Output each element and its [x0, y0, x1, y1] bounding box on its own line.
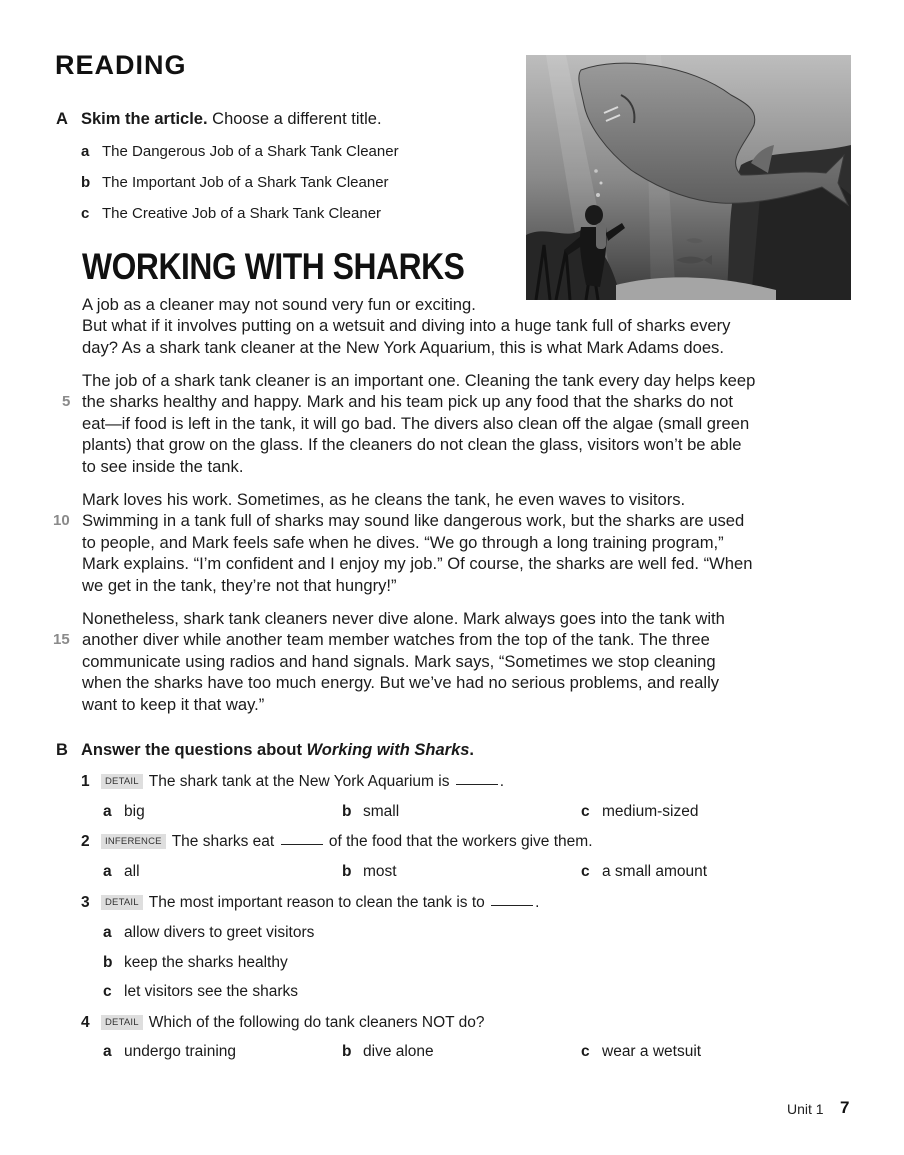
answer-1c — [581, 803, 698, 821]
exercise-b-instruction-end: . — [469, 741, 475, 759]
line-number: 10 — [53, 512, 70, 529]
answer-blank — [491, 905, 533, 906]
article-paragraph-3 — [82, 489, 812, 596]
question-text: The most important reason to clean the tank is to — [148, 894, 485, 911]
question-type-tag: INFERENCE — [101, 834, 166, 849]
article-line: to see inside the tank. — [82, 456, 244, 476]
question-text-end: . — [535, 894, 540, 911]
exercise-b-instruction-text: Answer the questions about — [81, 741, 307, 759]
line-number: 15 — [53, 631, 70, 648]
article-line: want to keep it that way.” — [82, 694, 265, 714]
exercise-a-instruction — [56, 110, 382, 129]
question-text-end: . — [499, 773, 505, 790]
article-paragraph-4 — [82, 608, 812, 715]
answer-text: a small amount — [602, 863, 708, 880]
article-line: Mark explains. “I’m confident and I enjoy my job.” Of course, the sharks are well fed. “When — [82, 554, 753, 574]
question-type-tag: DETAIL — [101, 1015, 143, 1030]
shark-diver-photo — [526, 55, 851, 300]
title-option-a — [81, 143, 399, 160]
question-text: The shark tank at the New York Aquarium is — [148, 773, 450, 790]
answer-text: wear a wetsuit — [602, 1043, 702, 1060]
answer-letter: b — [342, 803, 352, 820]
answer-4c — [581, 1043, 701, 1061]
question-type-tag: DETAIL — [101, 895, 143, 910]
answer-2a — [103, 863, 140, 881]
option-letter: c — [81, 205, 90, 222]
title-option-b — [81, 174, 389, 191]
page-number: 7 — [840, 1098, 850, 1117]
answer-letter: c — [581, 863, 590, 880]
exercise-a-letter: A — [56, 110, 68, 128]
answer-text: undergo training — [124, 1043, 237, 1060]
answer-letter: a — [103, 924, 112, 941]
article-line: to people, and Mark feels safe when he dives. “We go through a long training program,” — [82, 532, 724, 552]
option-letter: b — [81, 174, 91, 191]
question-1 — [81, 773, 504, 791]
answer-letter: c — [581, 1043, 590, 1060]
question-type-tag: DETAIL — [101, 774, 143, 789]
exercise-a-instruction-rest: Choose a different title. — [207, 110, 382, 128]
article-line: Nonetheless, shark tank cleaners never dive alone. Mark always goes into the tank with — [82, 609, 725, 628]
article-line: day? As a shark tank cleaner at the New York Aquarium, this is what Mark Adams does. — [82, 337, 724, 357]
answer-4a — [103, 1043, 236, 1061]
article-paragraph-1 — [82, 294, 812, 358]
answer-letter: a — [103, 1043, 112, 1060]
answer-text: allow divers to greet visitors — [124, 924, 315, 941]
answer-letter: b — [342, 863, 352, 880]
article-line: plants) that grow on the glass. If the cleaners do not clean the glass, visitors won’t be able — [82, 435, 742, 455]
answer-letter: a — [103, 863, 112, 880]
option-text: The Important Job of a Shark Tank Cleaner — [102, 174, 389, 191]
exercise-b-letter: B — [56, 741, 68, 759]
answer-text: all — [124, 863, 140, 880]
question-number: 1 — [81, 773, 90, 790]
exercise-a-instruction-bold: Skim the article. — [81, 110, 208, 128]
answer-text: medium-sized — [602, 803, 699, 820]
answer-text: big — [124, 803, 145, 820]
article-line: Mark loves his work. Sometimes, as he cleans the tank, he even waves to visitors. — [82, 490, 686, 509]
answer-1a — [103, 803, 145, 821]
answer-text: small — [363, 803, 400, 820]
question-number: 4 — [81, 1014, 90, 1031]
question-text: Which of the following do tank cleaners NOT do? — [148, 1014, 485, 1031]
answer-blank — [456, 784, 498, 785]
answer-letter: b — [103, 954, 113, 971]
article-line: eat—if food is left in the tank, it will go bad. The divers also clean off the algae (small green — [82, 413, 750, 433]
option-text: The Creative Job of a Shark Tank Cleaner — [102, 205, 382, 222]
footer-unit-label: Unit 1 — [787, 1101, 824, 1117]
exercise-b-instruction — [56, 741, 474, 760]
answer-letter: c — [581, 803, 590, 820]
article-line: A job as a cleaner may not sound very fun or exciting. — [82, 295, 476, 314]
line-number: 5 — [62, 393, 71, 410]
answer-text: let visitors see the sharks — [124, 983, 299, 1000]
option-letter: a — [81, 143, 90, 160]
answer-letter: c — [103, 983, 112, 1000]
question-text-end: of the food that the workers give them. — [328, 833, 593, 850]
article-line: we get in the tank, they’re not that hungry!” — [82, 575, 397, 595]
article-line: the sharks healthy and happy. Mark and his team pick up any food that the sharks do not — [82, 392, 733, 412]
question-number: 3 — [81, 894, 90, 911]
article-line: Swimming in a tank full of sharks may sound like dangerous work, but the sharks are used — [82, 511, 745, 531]
answer-3a — [103, 924, 314, 942]
question-text: The sharks eat — [171, 833, 275, 850]
answer-1b — [342, 803, 399, 821]
article-line: when the sharks have too much energy. But we’ve had no serious problems, and really — [82, 673, 720, 693]
section-title: READING — [55, 50, 187, 80]
article-line: communicate using radios and hand signals. Mark says, “Sometimes we stop cleaning — [82, 651, 716, 671]
answer-2c — [581, 863, 707, 881]
question-4 — [81, 1014, 485, 1032]
article-title: WORKING WITH SHARKS — [82, 246, 465, 287]
article-line: another diver while another team member watches from the top of the tank. The three — [82, 630, 710, 650]
question-number: 2 — [81, 833, 90, 850]
article-paragraph-2 — [82, 370, 812, 477]
exercise-b-article-title: Working with Sharks — [306, 741, 470, 759]
answer-text: keep the sharks healthy — [124, 954, 288, 971]
shark-photo-image — [526, 55, 851, 300]
title-option-c — [81, 205, 381, 222]
answer-3b — [103, 954, 288, 972]
answer-text: dive alone — [363, 1043, 434, 1060]
article-line: But what if it involves putting on a wetsuit and diving into a huge tank full of sharks every — [82, 316, 731, 336]
answer-blank — [281, 844, 323, 845]
article-line: The job of a shark tank cleaner is an important one. Cleaning the tank every day helps keep — [82, 371, 756, 390]
question-3 — [81, 894, 539, 912]
answer-text: most — [363, 863, 397, 880]
answer-2b — [342, 863, 397, 881]
answer-4b — [342, 1043, 434, 1061]
question-2 — [81, 833, 593, 851]
answer-letter: b — [342, 1043, 352, 1060]
answer-3c — [103, 983, 298, 1001]
answer-letter: a — [103, 803, 112, 820]
option-text: The Dangerous Job of a Shark Tank Cleaner — [102, 143, 399, 160]
